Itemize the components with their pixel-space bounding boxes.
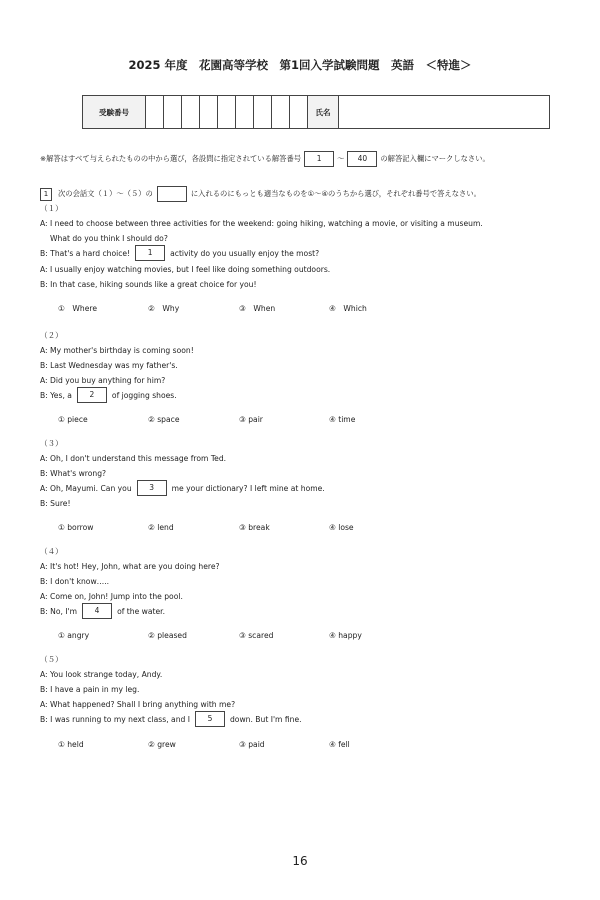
dialogue-text-pre: B: No, I'm [40,606,78,616]
dialogue-line [40,696,235,712]
dialogue-line [40,215,483,231]
dialogue-text: B: What's wrong? [40,468,107,478]
dialogue-line [40,465,106,481]
answer-choice: ③ break [239,523,270,532]
dialogue-text-pre: A: Oh, Mayumi. Can you [40,483,132,493]
answer-choice: ② Why [148,304,180,313]
answer-note [40,151,490,167]
dialogue-line [40,558,220,574]
exam-number-cell [182,96,200,129]
answer-choice: ③ scared [239,631,274,640]
blank-box-sample [157,186,187,202]
answer-choice: ③ pair [239,415,263,424]
answer-blank-box: 2 [77,387,107,403]
dialogue-text: B: I have a pain in my leg. [40,684,140,694]
answer-choice: ① Where [58,304,98,313]
dialogue-text: B: Sure! [40,498,71,508]
dialogue-line [40,495,71,511]
answer-choice: ② pleased [148,631,187,640]
note-tilde: ～ [337,154,345,163]
name-label: 氏名 [308,96,339,129]
exam-number-cell [290,96,308,129]
exam-number-label: 受験番号 [83,96,146,129]
instruction-text-b: に入れるのにもっとも適当なものを①～④のうちから選び，それぞれ番号で答えなさい。 [190,189,481,198]
answer-blank-box: 5 [195,711,225,727]
dialogue-text: A: It's hot! Hey, John, what are you doing here? [40,561,220,571]
dialogue-text: A: You look strange today, Andy. [40,669,163,679]
dialogue-line [40,681,139,697]
answer-choice: ① held [58,740,84,749]
answer-choice: ② grew [148,740,176,749]
dialogue-text-post: of jogging shoes. [111,390,177,400]
section-number: 1 [40,188,52,201]
answer-choice: ④ fell [329,740,350,749]
dialogue-text: A: My mother's birthday is coming soon! [40,345,194,355]
answer-blank-box: 1 [135,245,165,261]
exam-number-cell [146,96,164,129]
answer-choice: ① borrow [58,523,94,532]
page-title: 2025 年度 花園高等学校 第1回入学試験問題 英語 ＜特進＞ [128,58,472,72]
note-prefix: ※解答はすべて与えられたものの中から選び，各設問に指定されている解答番号 [40,154,302,163]
question-label: （４） [40,547,63,556]
dialogue-line [40,573,109,589]
question-label: （３） [40,439,63,448]
exam-number-cell [200,96,218,129]
dialogue-text-pre: B: That's a hard choice! [40,248,131,258]
answer-choice: ④ lose [329,523,354,532]
answer-choice: ④ Which [329,304,367,313]
note-to-box: 40 [347,151,377,167]
answer-choice: ③ paid [239,740,265,749]
dialogue-text: A: Did you buy anything for him? [40,375,166,385]
dialogue-text-post: me your dictionary? I left mine at home. [171,483,325,493]
dialogue-text: A: What happened? Shall I bring anything with me? [40,699,236,709]
exam-number-cell [272,96,290,129]
dialogue-text: A: Come on, John! Jump into the pool. [40,591,183,601]
dialogue-line [40,480,325,496]
answer-choice: ② space [148,415,180,424]
dialogue-line [40,588,183,604]
answer-choice: ① angry [58,631,90,640]
exam-number-cell [164,96,182,129]
answer-blank-box: 3 [137,480,167,496]
answer-choice: ② lend [148,523,174,532]
note-from-box: 1 [304,151,334,167]
dialogue-text-post: of the water. [117,606,166,616]
dialogue-text-pre: B: Yes, a [40,390,72,400]
dialogue-line [40,342,194,358]
exam-number-cell [254,96,272,129]
answer-choice: ① piece [58,415,88,424]
dialogue-line [40,276,257,292]
question-label: （２） [40,331,63,340]
answer-choice: ③ When [239,304,276,313]
exam-id-box [82,95,550,129]
dialogue-line [40,372,165,388]
note-suffix: の解答記入欄にマークしなさい。 [380,154,490,163]
section-instruction [40,186,481,202]
dialogue-line [40,387,177,403]
dialogue-text-post: activity do you usually enjoy the most? [170,248,320,258]
dialogue-text: B: I don't know….. [40,576,110,586]
dialogue-line [40,711,302,727]
dialogue-text: What do you think I should do? [50,233,168,243]
dialogue-line [40,450,226,466]
dialogue-text: B: Last Wednesday was my father's. [40,360,178,370]
name-field [339,96,550,129]
exam-number-cell [218,96,236,129]
dialogue-text: A: I need to choose between three activities for the weekend: going hiking, watching a movie, or visiting a museum. [40,218,483,228]
question-label: （１） [40,204,63,213]
dialogue-line [50,230,168,246]
dialogue-text-pre: B: I was running to my next class, and I [40,714,190,724]
dialogue-line [40,357,178,373]
dialogue-line [40,261,330,277]
instruction-text-a: 次の会話文（１）～（５）の [58,189,153,198]
answer-blank-box: 4 [82,603,112,619]
dialogue-text: B: In that case, hiking sounds like a great choice for you! [40,279,257,289]
answer-choice: ④ happy [329,631,362,640]
answer-choice: ④ time [329,415,356,424]
page-number: 16 [292,854,308,868]
dialogue-text-post: down. But I'm fine. [229,714,302,724]
dialogue-line [40,245,319,261]
exam-number-cell [236,96,254,129]
dialogue-line [40,603,165,619]
question-label: （５） [40,655,63,664]
dialogue-text: A: I usually enjoy watching movies, but I feel like doing something outdoors. [40,264,331,274]
dialogue-line [40,666,162,682]
dialogue-text: A: Oh, I don't understand this message from Ted. [40,453,227,463]
